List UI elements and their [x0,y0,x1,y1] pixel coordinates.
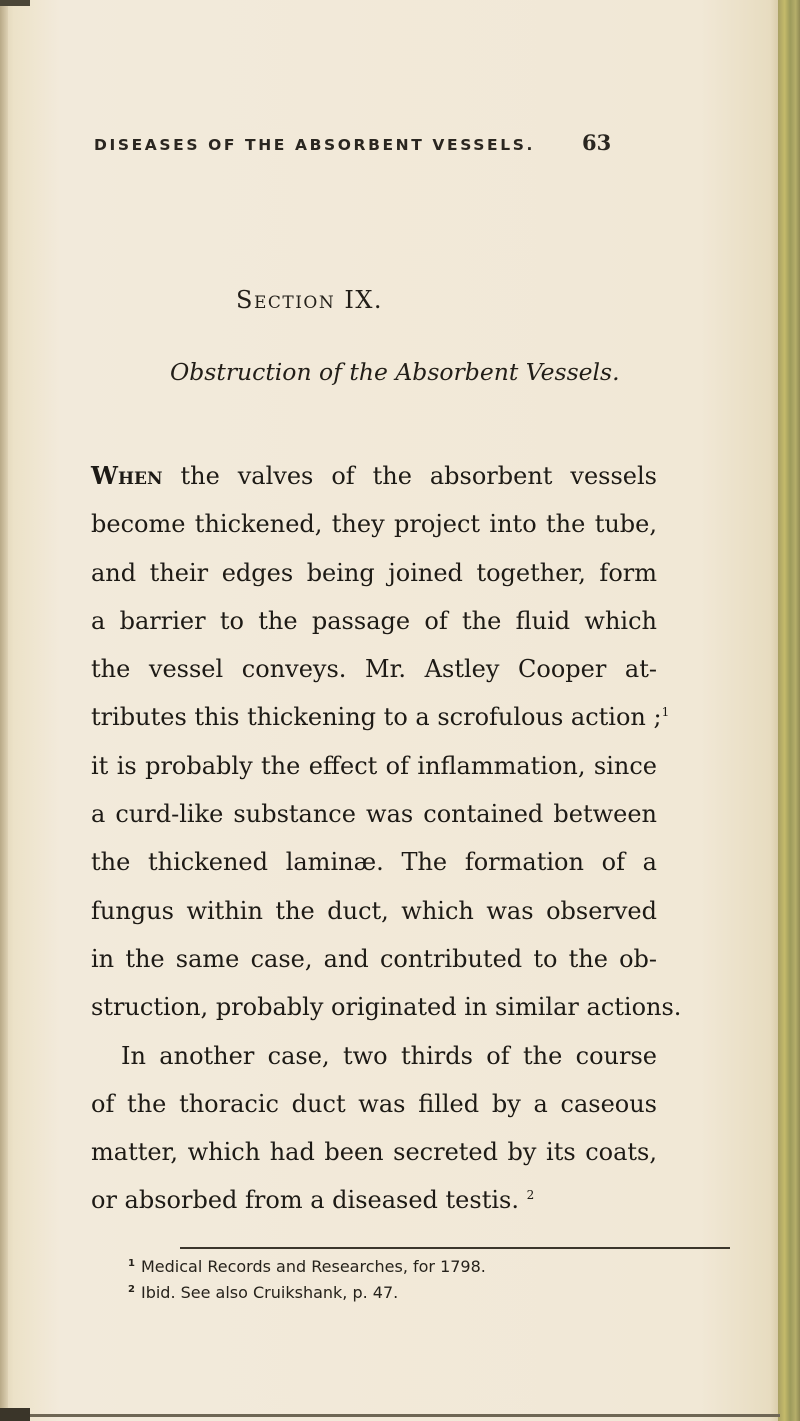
text-line [91,452,657,500]
text-line-body: or absorbed from a diseased testis. [91,1186,519,1215]
body-text [91,452,682,1225]
text-line: struction, probably originated in similar actions. [91,993,682,1022]
text-line: the thickened laminæ. The formation of a [91,848,657,877]
text-line: fungus within the duct, which was observed [91,896,657,925]
page-left-edge [0,0,8,1421]
footnote-ref: 1 [661,705,670,720]
running-head: DISEASES OF THE ABSORBENT VESSELS. [94,136,535,154]
footnote-text: Medical Records and Researches, for 1798. [140,1257,486,1276]
text-line: become thickened, they project into the tube, [91,510,657,539]
section-title: Section IX. [236,286,384,314]
footnote-text: Ibid. See also Cruikshank, p. 47. [140,1283,399,1302]
page-top-corner [0,0,30,6]
text-line [91,1176,657,1224]
page-header [94,130,634,160]
footnote [128,1252,688,1278]
page-number: 63 [582,130,612,155]
text-line: In another case, two thirds of the course [121,1041,657,1070]
footnote-divider [180,1247,730,1249]
text-line: of the thoracic duct was filled by a caseous [91,1089,657,1118]
text-line: a curd-like substance was contained between [91,800,657,829]
page-bottom-edge [30,1414,780,1417]
drop-word: When [91,461,163,490]
footnote-mark: 1 [128,1258,135,1269]
section-subtitle: Obstruction of the Absorbent Vessels. [170,358,620,386]
text-line-body: tributes this thickening to a scrofulous action ; [91,703,662,732]
text-line: matter, which had been secreted by its coats, [91,1138,657,1167]
page-bottom-corner [0,1408,30,1421]
text-line: and their edges being joined together, form [91,558,657,587]
footnote-ref: 2 [526,1188,535,1203]
footnote-mark: 2 [128,1284,135,1295]
page-right-edge [778,0,800,1421]
footnotes [128,1252,688,1304]
text-line: a barrier to the passage of the fluid which [91,606,657,635]
text-line: it is probably the effect of inflammation, since [91,751,657,780]
footnote [128,1278,688,1304]
text-line: in the same case, and contributed to the ob- [91,944,657,973]
text-line [91,693,670,741]
text-line-rest: the valves of the absorbent vessels [162,462,657,490]
text-line: the vessel conveys. Mr. Astley Cooper at- [91,655,657,684]
